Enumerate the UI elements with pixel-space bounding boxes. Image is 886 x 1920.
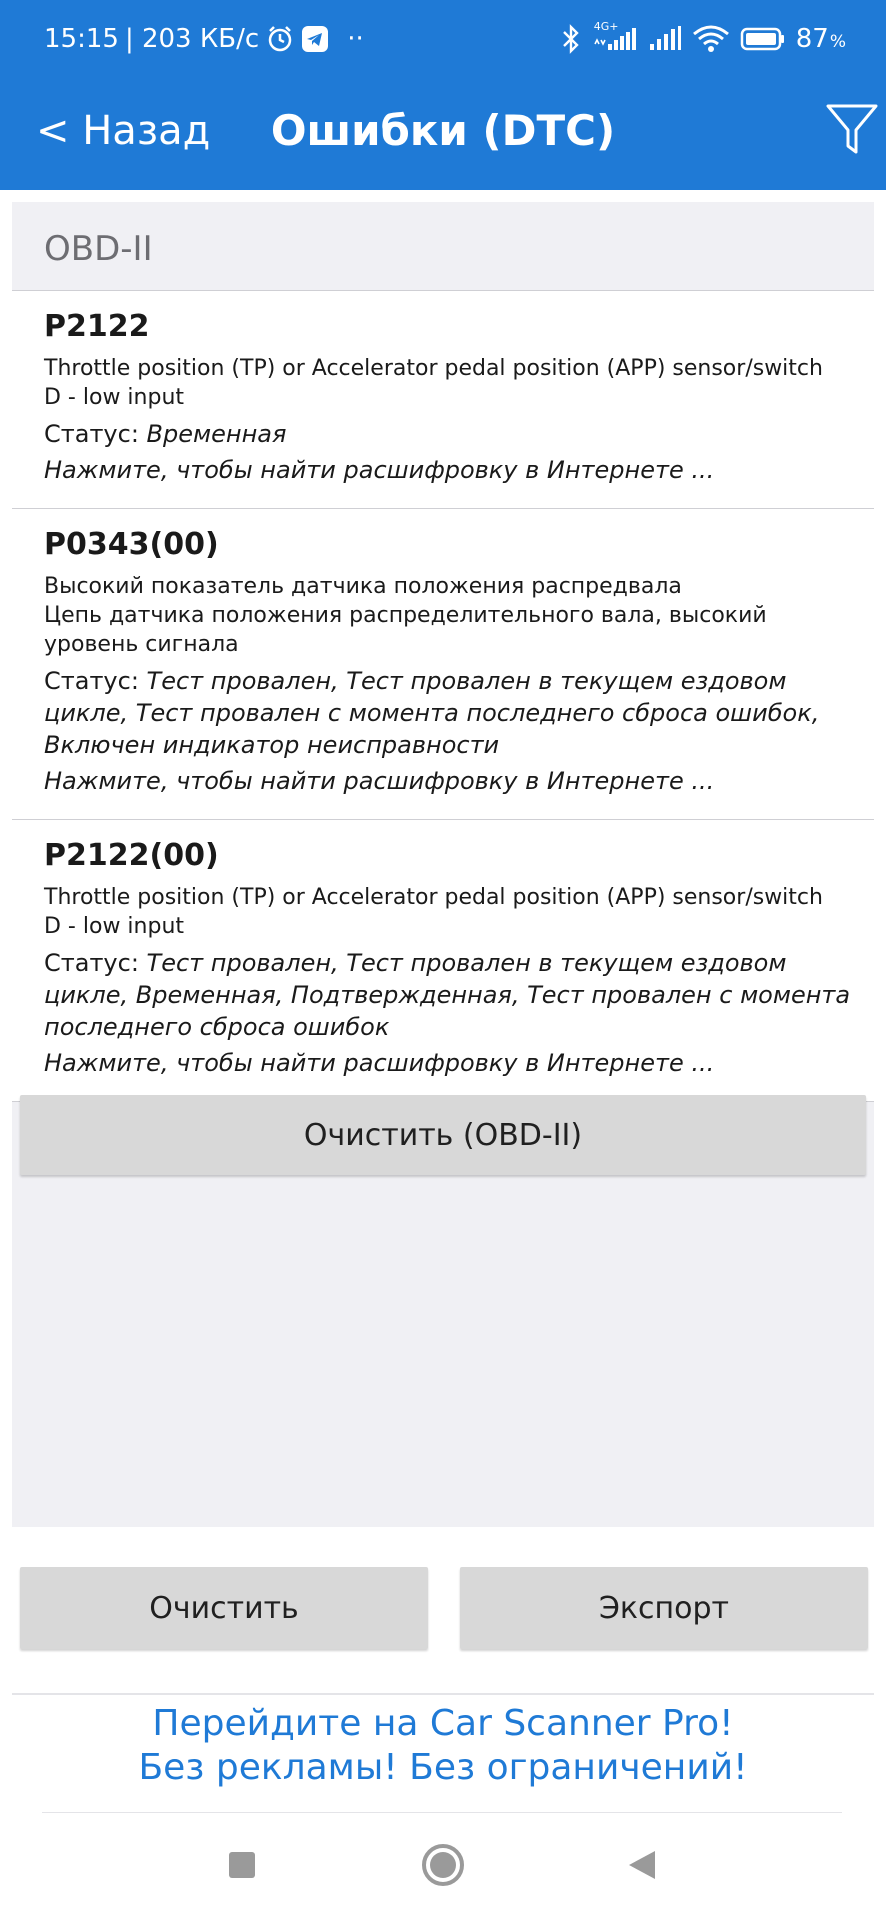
- status-right: [560, 20, 846, 58]
- network-type: 4G+: [593, 20, 619, 33]
- clock: 15:15: [44, 24, 119, 54]
- alarm-icon: [265, 24, 295, 54]
- page-title: Ошибки (DTC): [270, 106, 616, 155]
- dtc-list: [12, 291, 874, 1102]
- status-bar: [0, 0, 886, 78]
- dtc-item[interactable]: [12, 291, 874, 509]
- divider: [12, 1693, 874, 1695]
- clear-button[interactable]: Очистить: [20, 1567, 428, 1649]
- export-button[interactable]: Экспорт: [460, 1567, 868, 1649]
- square-icon[interactable]: [222, 1830, 262, 1900]
- promo-line-1: Перейдите на Car Scanner Pro!: [152, 1703, 734, 1744]
- dtc-item[interactable]: [12, 820, 874, 1102]
- filter-icon[interactable]: [824, 100, 880, 160]
- promo-banner[interactable]: [0, 1702, 886, 1790]
- dtc-panel: [12, 202, 874, 1527]
- promo-line-2: Без рекламы! Без ограничений!: [138, 1747, 748, 1788]
- dtc-status: Статус: Тест провален, Тест провален в текущем ездовом цикле, Тест провален с момента последнего сброса ошибок, Включен индикатор неисправности: [44, 667, 820, 759]
- back-button[interactable]: < Назад: [36, 108, 211, 154]
- section-header: OBD-II: [12, 202, 874, 291]
- signal-icon: [592, 20, 638, 54]
- dtc-status: Статус: Тест провален, Тест провален в текущем ездовом цикле, Временная, Подтвержденная, Тест провален с момента последнего сброса ошибок: [44, 949, 851, 1041]
- divider: [42, 1812, 842, 1813]
- dtc-search-hint: Нажмите, чтобы найти расшифровку в Интернете ...: [44, 767, 715, 795]
- dtc-code: P0343(00): [44, 527, 219, 562]
- net-speed: | 203 КБ/с: [124, 24, 260, 54]
- dtc-description: Throttle position (TP) or Accelerator pedal position (APP) sensor/switch D - low input: [44, 356, 823, 410]
- dtc-description: Throttle position (TP) or Accelerator pedal position (APP) sensor/switch D - low input: [44, 885, 823, 939]
- system-nav-bar: [0, 1830, 886, 1920]
- dtc-search-hint: Нажмите, чтобы найти расшифровку в Интернете ...: [44, 456, 715, 484]
- dtc-search-hint: Нажмите, чтобы найти расшифровку в Интернете ...: [44, 1049, 715, 1077]
- battery-icon: [740, 24, 786, 54]
- notification-dots: ··: [347, 24, 364, 54]
- wifi-icon: [692, 24, 730, 54]
- app-header: [0, 78, 886, 190]
- dtc-description: Высокий показатель датчика положения распредвала Цепь датчика положения распределительного вала, высокий уровень сигнала: [44, 574, 767, 657]
- dtc-item[interactable]: [12, 509, 874, 820]
- bluetooth-icon: [560, 24, 582, 54]
- battery-level: 87%: [795, 24, 846, 54]
- triangle-back-icon[interactable]: [624, 1830, 660, 1900]
- status-left: [44, 20, 364, 58]
- dtc-code: P2122(00): [44, 838, 219, 873]
- dtc-status: Статус: Временная: [44, 420, 287, 448]
- dtc-code: P2122: [44, 309, 150, 344]
- clear-obd-button[interactable]: Очистить (OBD-II): [20, 1095, 866, 1175]
- circle-icon[interactable]: [420, 1830, 466, 1900]
- signal-icon-2: [648, 24, 682, 54]
- telegram-icon: [301, 25, 329, 53]
